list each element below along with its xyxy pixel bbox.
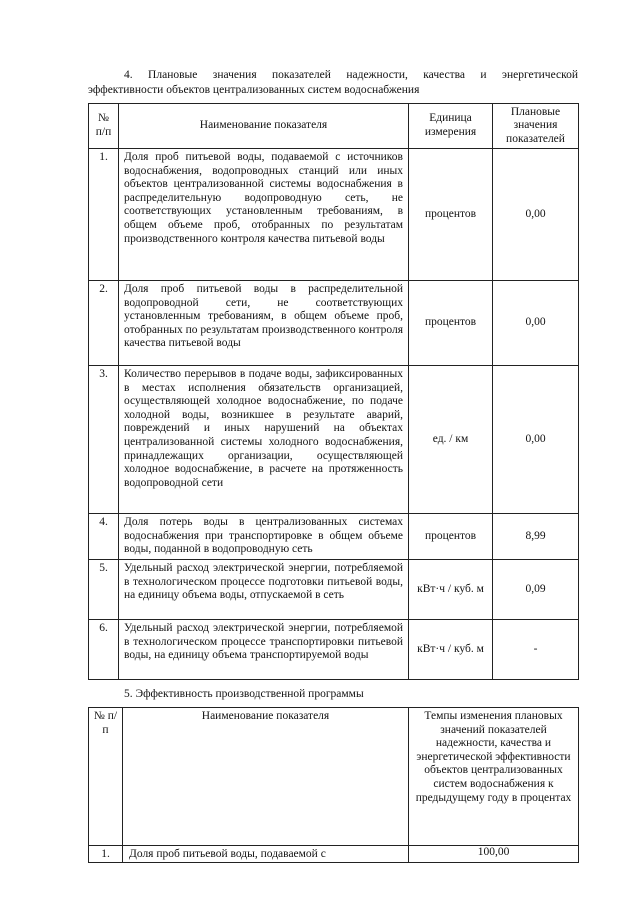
column-header-number: № п/п [89,104,119,149]
row-number: 1. [89,149,119,281]
indicator-unit: процентов [409,149,493,281]
column-header-name: Наименование показателя [119,104,409,149]
indicator-value: 8,99 [493,514,579,560]
indicator-value: 0,00 [493,281,579,366]
indicator-name: Удельный расход электрической энергии, потребляемой в технологическом процессе транспортировки питьевой воды, на единицу объема транспортируемой воды [119,620,409,680]
table-row [89,560,579,620]
indicator-name: Доля потерь воды в централизованных системах водоснабжения при транспортировке в общем объеме воды, поданной в водопроводную сеть [119,514,409,560]
program-efficiency-table [88,707,579,863]
column-header-unit: Единица измерения [409,104,493,149]
indicator-change-rate: 100,00 [409,846,579,863]
reliability-indicators-table [88,103,579,680]
table-row [89,846,579,863]
column-header-change-rate: Темпы изменения плановых значений показателей надежности, качества и энергетической эффективности объектов централизованных систем водоснабжения к предыдущему году в процентах [409,708,579,846]
indicator-name: Удельный расход электрической энергии, потребляемой в технологическом процессе подготовки питьевой воды, на единицу объема воды, отпускаемой в сеть [119,560,409,620]
indicator-value: 0,00 [493,366,579,514]
indicator-value: 0,09 [493,560,579,620]
row-number: 6. [89,620,119,680]
section-5-heading: 5. Эффективность производственной программы [124,688,364,700]
indicator-name: Доля проб питьевой воды, подаваемой с [123,846,409,863]
row-number: 4. [89,514,119,560]
row-number: 1. [89,846,123,863]
table-header-row [89,104,579,149]
table-row [89,620,579,680]
indicator-unit: процентов [409,514,493,560]
indicator-value: - [493,620,579,680]
table-row [89,149,579,281]
column-header-value: Плановые значения показателей [493,104,579,149]
section-4-heading-line-2: эффективности объектов централизованных систем водоснабжения [88,84,420,96]
indicator-name: Доля проб питьевой воды в распределительной водопроводной сети, не соответствующих установленным требованиям, в общем объеме проб, отобранных по результатам производственного контроля качества питьевой воды [119,281,409,366]
column-header-name: Наименование показателя [123,708,409,846]
indicator-unit: кВт·ч / куб. м [409,620,493,680]
indicator-unit: ед. / км [409,366,493,514]
section-4-heading [88,68,578,98]
indicator-name: Доля проб питьевой воды, подаваемой с источников водоснабжения, водопроводных станций или иных объектов централизованной системы водоснабжения в распределительную водопроводную сеть, не соответствующих установленным требованиям, в общем объеме проб, отобранных по результатам производственного контроля качества питьевой воды [119,149,409,281]
row-number: 5. [89,560,119,620]
table-header-row [89,708,579,846]
column-header-number: № п/п [89,708,123,846]
indicator-unit: процентов [409,281,493,366]
row-number: 2. [89,281,119,366]
table-row [89,366,579,514]
section-4-heading-line-1: 4. Плановые значения показателей надежности, качества и энергетической [124,69,578,81]
table-row [89,281,579,366]
table-row [89,514,579,560]
indicator-value: 0,00 [493,149,579,281]
row-number: 3. [89,366,119,514]
indicator-name: Количество перерывов в подаче воды, зафиксированных в местах исполнения обязательств организацией, осуществляющей холодное водоснабжение, по подаче холодной воды, возникшее в результате аварий, повреждений и иных нарушений на объектах централизованной системы холодного водоснабжения, принадлежащих организации, осуществляющей холодное водоснабжение, в расчете на протяженность водопроводной сети [119,366,409,514]
indicator-unit: кВт·ч / куб. м [409,560,493,620]
